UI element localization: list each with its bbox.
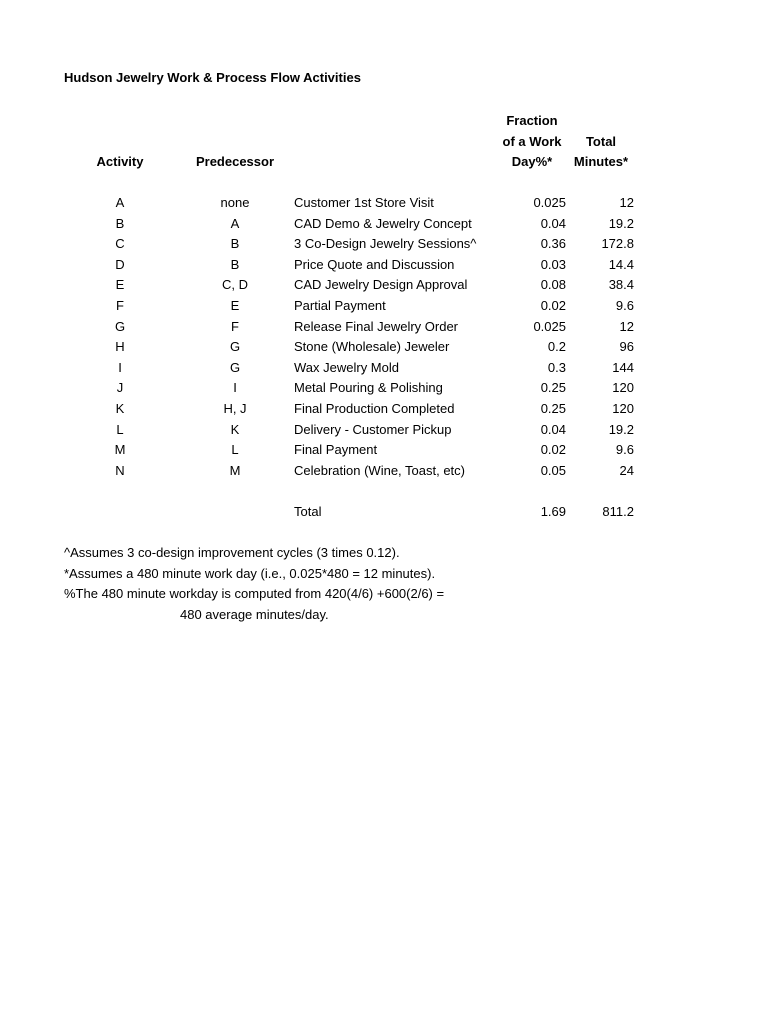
table-row (0, 399, 768, 420)
table-row (0, 358, 768, 379)
footnote-percent: %The 480 minute workday is computed from 420(4/6) +600(2/6) = (64, 586, 445, 602)
table-row (0, 337, 768, 358)
predecessor-cell: I (233, 380, 237, 396)
predecessor-cell: M (229, 462, 241, 478)
description-cell: Release Final Jewelry Order (294, 318, 459, 334)
fraction-cell: 0.36 (540, 236, 566, 252)
description-cell: Customer 1st Store Visit (294, 195, 434, 210)
description-cell: Price Quote and Discussion (294, 256, 455, 272)
fraction-cell: 0.025 (533, 195, 566, 210)
description-cell: Delivery - Customer Pickup (294, 421, 452, 437)
activity-cell: J (116, 380, 124, 396)
header-total-line2: Minutes* (573, 154, 629, 169)
table-row (0, 255, 768, 276)
minutes-cell: 9.6 (615, 297, 634, 313)
fraction-cell: 0.03 (540, 256, 566, 272)
minutes-cell: 144 (612, 359, 634, 375)
footnote-asterisk: *Assumes a 480 minute work day (i.e., 0.025*480 = 12 minutes). (64, 565, 436, 581)
predecessor-cell: F (231, 318, 239, 334)
table-row (0, 193, 768, 214)
minutes-cell: 9.6 (615, 442, 634, 458)
table-row (0, 317, 768, 338)
table-row (0, 234, 768, 255)
minutes-cell: 120 (612, 400, 634, 416)
predecessor-cell: G (229, 339, 241, 355)
table-row (0, 378, 768, 399)
header-activity: Activity (96, 154, 144, 169)
footnote-percent-continued: 480 average minutes/day. (180, 606, 329, 622)
fraction-cell: 0.05 (540, 462, 566, 478)
minutes-cell: 19.2 (608, 421, 634, 437)
predecessor-cell: H, J (223, 400, 247, 416)
fraction-cell: 0.2 (547, 339, 566, 355)
description-cell: Partial Payment (294, 297, 386, 313)
table-row (0, 296, 768, 317)
activity-cell: N (115, 462, 125, 478)
minutes-cell: 24 (619, 462, 634, 478)
description-cell: CAD Jewelry Design Approval (294, 277, 468, 293)
table-row (0, 440, 768, 461)
description-cell: Celebration (Wine, Toast, etc) (294, 462, 465, 478)
header-predecessor: Predecessor (195, 154, 275, 169)
activity-cell: A (115, 195, 125, 210)
predecessor-cell: none (220, 195, 250, 210)
minutes-cell: 19.2 (608, 215, 634, 231)
description-cell: Stone (Wholesale) Jeweler (294, 339, 450, 355)
fraction-cell: 0.04 (540, 215, 566, 231)
total-label: Total (294, 504, 322, 519)
fraction-cell: 0.04 (540, 421, 566, 437)
fraction-cell: 0.3 (547, 359, 566, 375)
header-fraction (490, 111, 574, 173)
fraction-cell: 0.08 (540, 277, 566, 293)
predecessor-cell: L (231, 442, 239, 458)
minutes-cell: 120 (612, 380, 634, 396)
header-fraction-line3: Day%* (511, 154, 553, 169)
predecessor-cell: K (230, 421, 240, 437)
description-cell: CAD Demo & Jewelry Concept (294, 215, 472, 231)
minutes-cell: 96 (619, 339, 634, 355)
predecessor-cell: B (230, 236, 240, 252)
activity-cell: F (116, 297, 124, 313)
fraction-cell: 0.25 (540, 400, 566, 416)
total-minutes: 811.2 (602, 504, 634, 519)
activity-cell: I (118, 359, 122, 375)
activity-cell: B (115, 215, 125, 231)
minutes-cell: 12 (619, 318, 634, 334)
description-cell: Final Payment (294, 442, 378, 458)
fraction-cell: 0.025 (533, 318, 566, 334)
description-cell: 3 Co-Design Jewelry Sessions^ (294, 236, 477, 252)
predecessor-cell: C, D (222, 277, 248, 293)
header-total-minutes (568, 132, 634, 173)
activity-cell: G (114, 318, 126, 334)
header-total-line1: Total (585, 133, 617, 149)
activity-cell: H (115, 339, 125, 355)
total-fraction: 1.69 (540, 504, 566, 519)
footnotes (64, 543, 444, 625)
table-row (0, 420, 768, 441)
activity-cell: C (115, 236, 125, 252)
description-cell: Final Production Completed (294, 400, 455, 416)
activity-table (0, 193, 768, 481)
fraction-cell: 0.02 (540, 297, 566, 313)
header-fraction-line2: of a Work (502, 133, 562, 149)
table-row (0, 461, 768, 482)
header-fraction-line1: Fraction (506, 113, 558, 128)
table-row (0, 214, 768, 235)
minutes-cell: 12 (619, 195, 634, 210)
table-row (0, 275, 768, 296)
fraction-cell: 0.02 (540, 442, 566, 458)
minutes-cell: 38.4 (608, 277, 634, 293)
predecessor-cell: E (230, 297, 240, 313)
activity-cell: D (115, 256, 125, 272)
minutes-cell: 172.8 (601, 236, 634, 252)
description-cell: Wax Jewelry Mold (294, 359, 399, 375)
minutes-cell: 14.4 (608, 256, 634, 272)
predecessor-cell: B (230, 256, 240, 272)
footnote-caret: ^Assumes 3 co-design improvement cycles (3 times 0.12). (64, 545, 400, 560)
predecessor-cell: A (230, 215, 240, 231)
activity-cell: L (116, 421, 124, 437)
activity-cell: M (114, 442, 126, 458)
page-title: Hudson Jewelry Work & Process Flow Activities (64, 70, 361, 85)
total-row (0, 502, 768, 523)
fraction-cell: 0.25 (540, 380, 566, 396)
activity-cell: E (115, 277, 125, 293)
description-cell: Metal Pouring & Polishing (294, 380, 443, 396)
activity-cell: K (115, 400, 125, 416)
predecessor-cell: G (229, 359, 241, 375)
